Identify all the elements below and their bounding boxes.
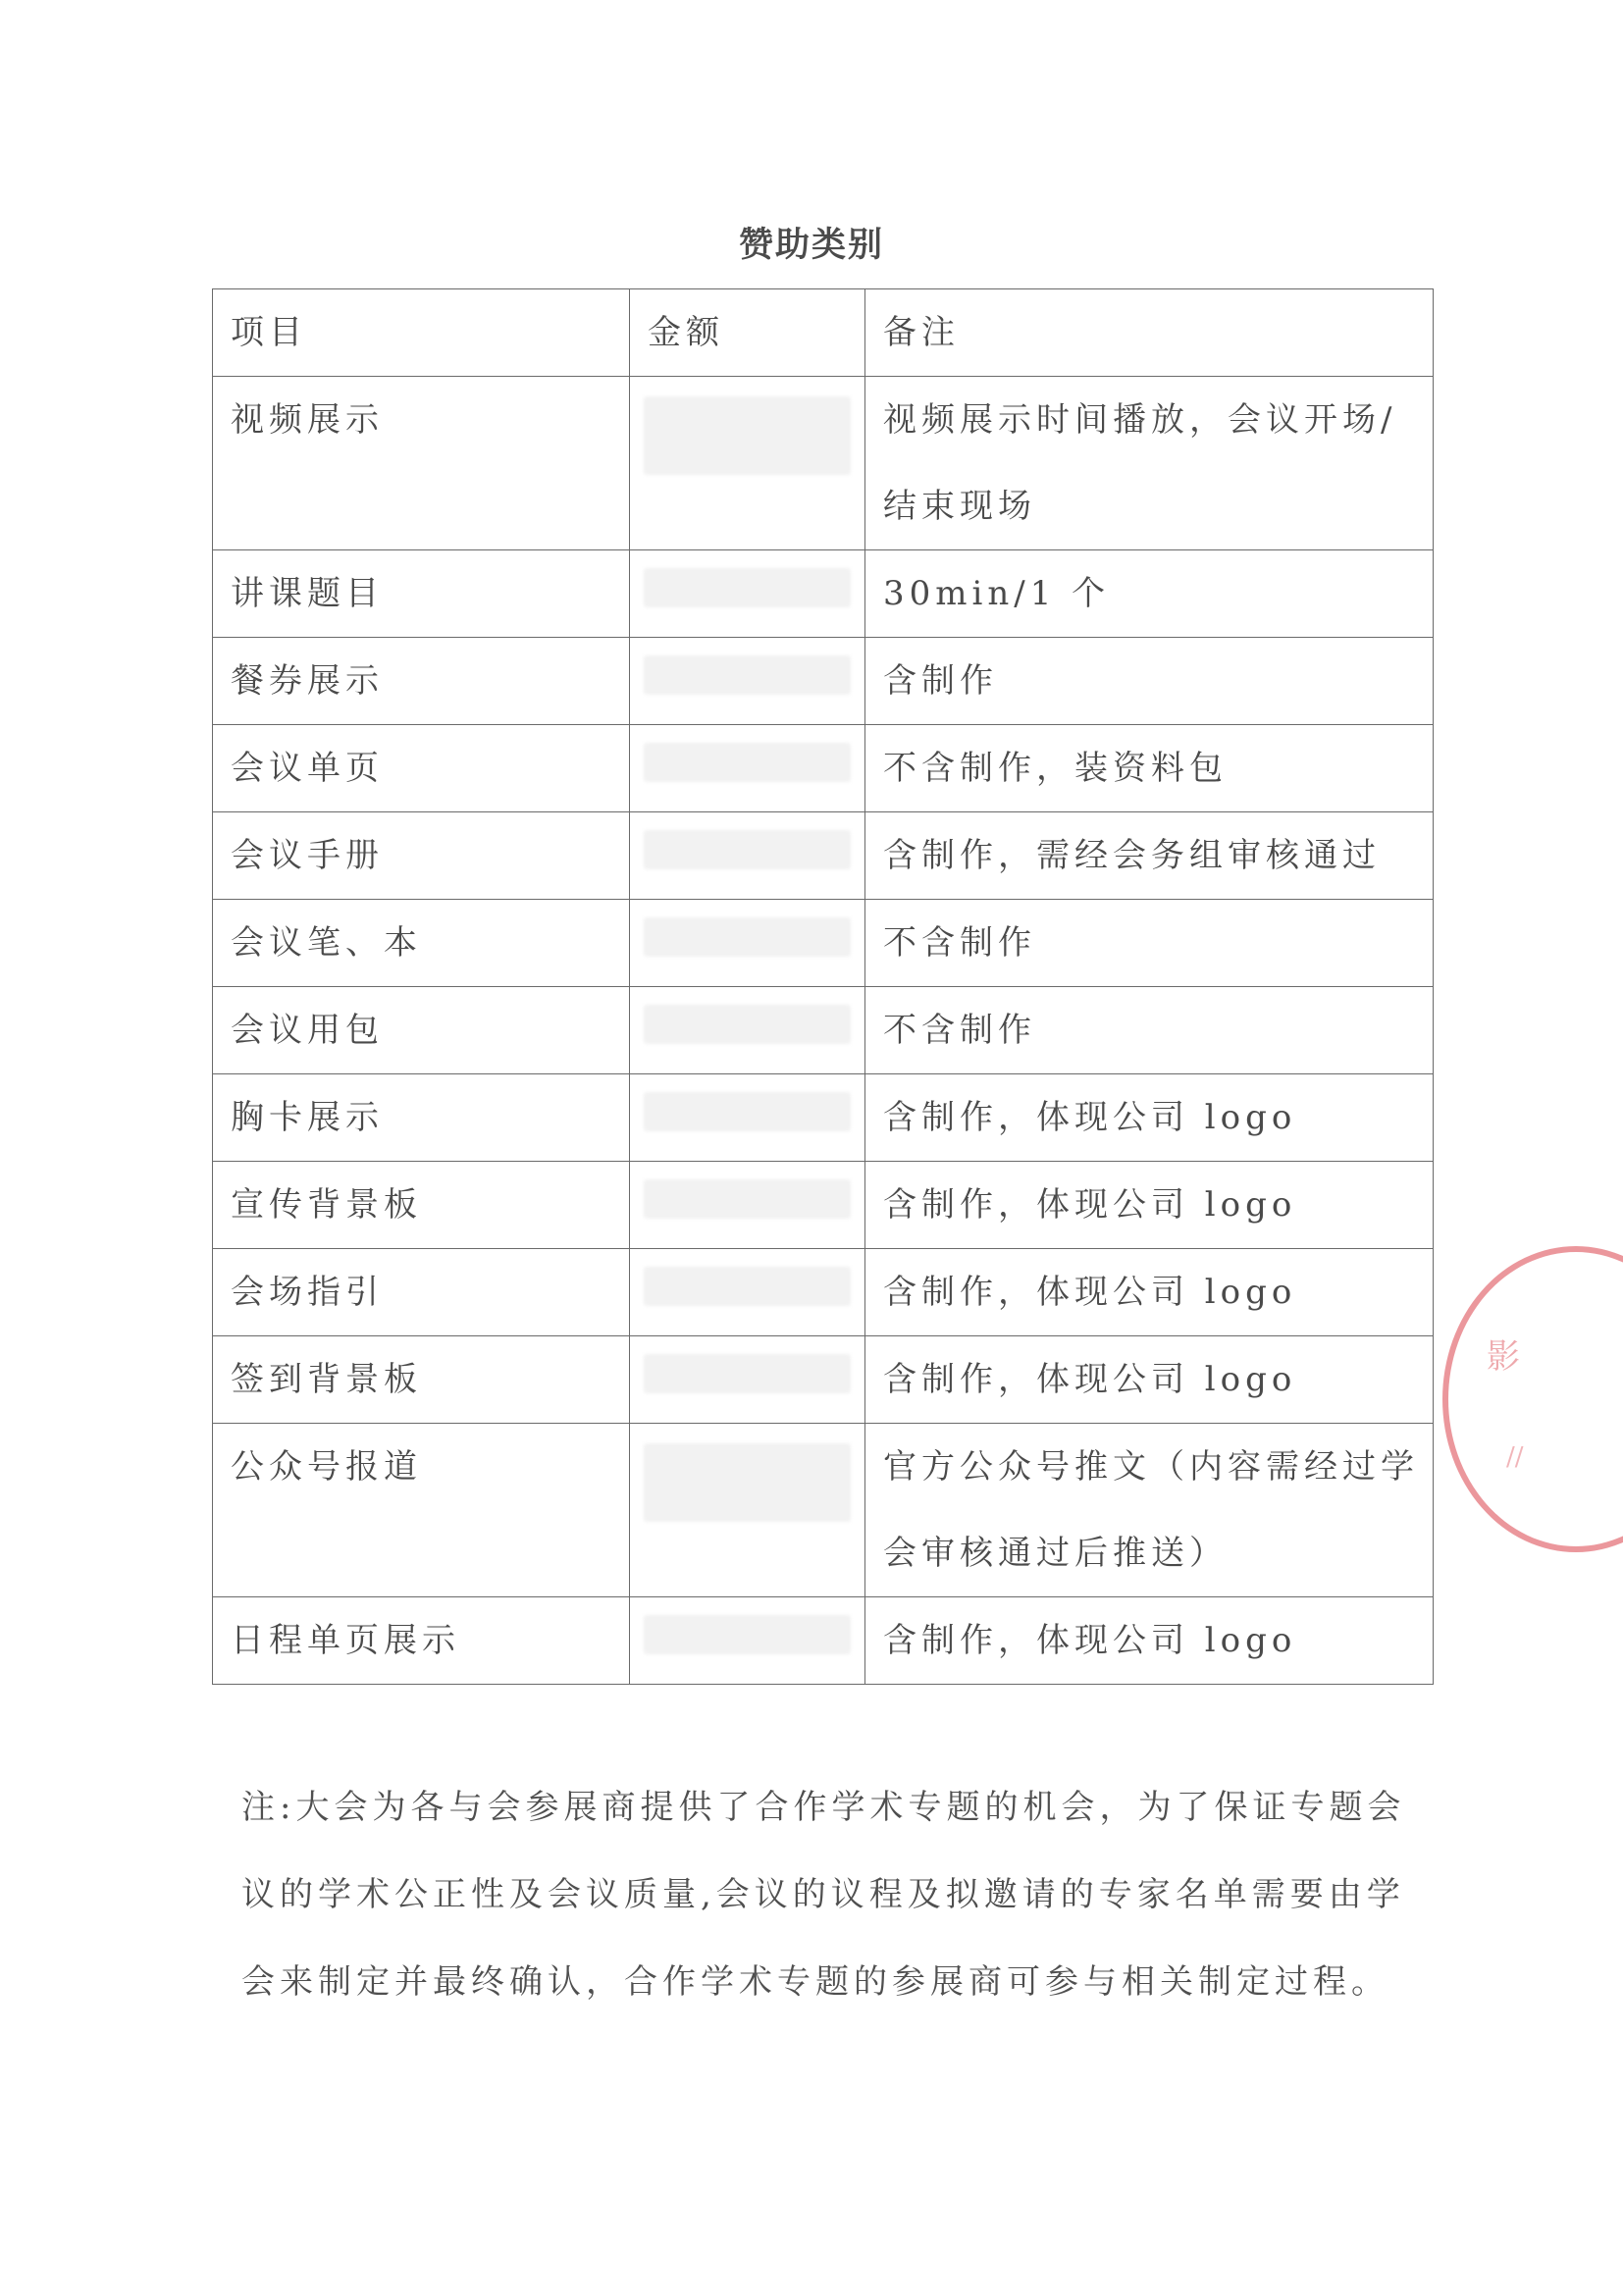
table-row — [213, 377, 1434, 550]
sponsorship-table — [212, 288, 1434, 1685]
header-remark: 备注 — [865, 289, 1434, 377]
redacted-amount — [644, 830, 851, 869]
row-item: 视频展示 — [213, 377, 630, 550]
redacted-amount — [644, 655, 851, 695]
page-title: 赞助类别 — [738, 225, 884, 265]
row-item: 宣传背景板 — [213, 1162, 630, 1249]
redacted-amount — [644, 1443, 851, 1522]
redacted-amount — [644, 1354, 851, 1393]
red-seal-stamp — [1442, 1246, 1623, 1552]
row-item: 公众号报道 — [213, 1424, 630, 1597]
table-row — [213, 725, 1434, 812]
table-row — [213, 1424, 1434, 1597]
row-amount — [630, 1424, 865, 1597]
row-item: 会议笔、本 — [213, 900, 630, 987]
row-remark: 视频展示时间播放，会议开场/结束现场 — [865, 377, 1434, 550]
row-remark: 不含制作 — [865, 987, 1434, 1074]
table-header-row — [213, 289, 1434, 377]
row-amount — [630, 1597, 865, 1685]
redacted-amount — [644, 1267, 851, 1306]
redacted-amount — [644, 568, 851, 607]
table-row — [213, 1162, 1434, 1249]
row-item: 日程单页展示 — [213, 1597, 630, 1685]
row-item: 会议手册 — [213, 812, 630, 900]
row-amount — [630, 638, 865, 725]
row-remark: 官方公众号推文（内容需经过学会审核通过后推送） — [865, 1424, 1434, 1597]
row-amount — [630, 812, 865, 900]
row-amount — [630, 550, 865, 638]
row-amount — [630, 1336, 865, 1424]
row-remark: 含制作，体现公司 logo — [865, 1074, 1434, 1162]
row-item: 签到背景板 — [213, 1336, 630, 1424]
row-item: 餐券展示 — [213, 638, 630, 725]
header-item: 项目 — [213, 289, 630, 377]
table-row — [213, 1074, 1434, 1162]
row-amount — [630, 900, 865, 987]
row-remark: 含制作，体现公司 logo — [865, 1249, 1434, 1336]
redacted-amount — [644, 1179, 851, 1219]
row-item: 讲课题目 — [213, 550, 630, 638]
redacted-amount — [644, 743, 851, 782]
table-row — [213, 1336, 1434, 1424]
row-remark: 含制作 — [865, 638, 1434, 725]
redacted-amount — [644, 917, 851, 957]
row-remark: 含制作，体现公司 logo — [865, 1597, 1434, 1685]
row-amount — [630, 1249, 865, 1336]
row-remark: 含制作，体现公司 logo — [865, 1162, 1434, 1249]
row-item: 会场指引 — [213, 1249, 630, 1336]
row-item: 会议单页 — [213, 725, 630, 812]
table-row — [213, 550, 1434, 638]
row-remark: 30min/1 个 — [865, 550, 1434, 638]
row-remark: 不含制作 — [865, 900, 1434, 987]
table-row — [213, 1597, 1434, 1685]
redacted-amount — [644, 1092, 851, 1131]
seal-glyph: 影 — [1487, 1337, 1520, 1377]
row-remark: 含制作，需经会务组审核通过 — [865, 812, 1434, 900]
row-amount — [630, 377, 865, 550]
table-row — [213, 638, 1434, 725]
row-item: 会议用包 — [213, 987, 630, 1074]
redacted-amount — [644, 1615, 851, 1654]
row-amount — [630, 1074, 865, 1162]
header-amount: 金额 — [630, 289, 865, 377]
table-row — [213, 900, 1434, 987]
row-amount — [630, 725, 865, 812]
row-amount — [630, 1162, 865, 1249]
row-amount — [630, 987, 865, 1074]
footnote: 注:大会为各与会参展商提供了合作学术专题的机会，为了保证专题会议的学术公正性及会议质量,会议的议程及拟邀请的专家名单需要由学会来制定并最终确认，合作学术专题的参展商可参与相关制定过程。 — [241, 1788, 1406, 2002]
table-row — [213, 812, 1434, 900]
row-item: 胸卡展示 — [213, 1074, 630, 1162]
table-row — [213, 1249, 1434, 1336]
seal-glyph: // — [1506, 1442, 1524, 1472]
row-remark: 不含制作，装资料包 — [865, 725, 1434, 812]
row-remark: 含制作，体现公司 logo — [865, 1336, 1434, 1424]
redacted-amount — [644, 1005, 851, 1044]
table-row — [213, 987, 1434, 1074]
redacted-amount — [644, 396, 851, 475]
